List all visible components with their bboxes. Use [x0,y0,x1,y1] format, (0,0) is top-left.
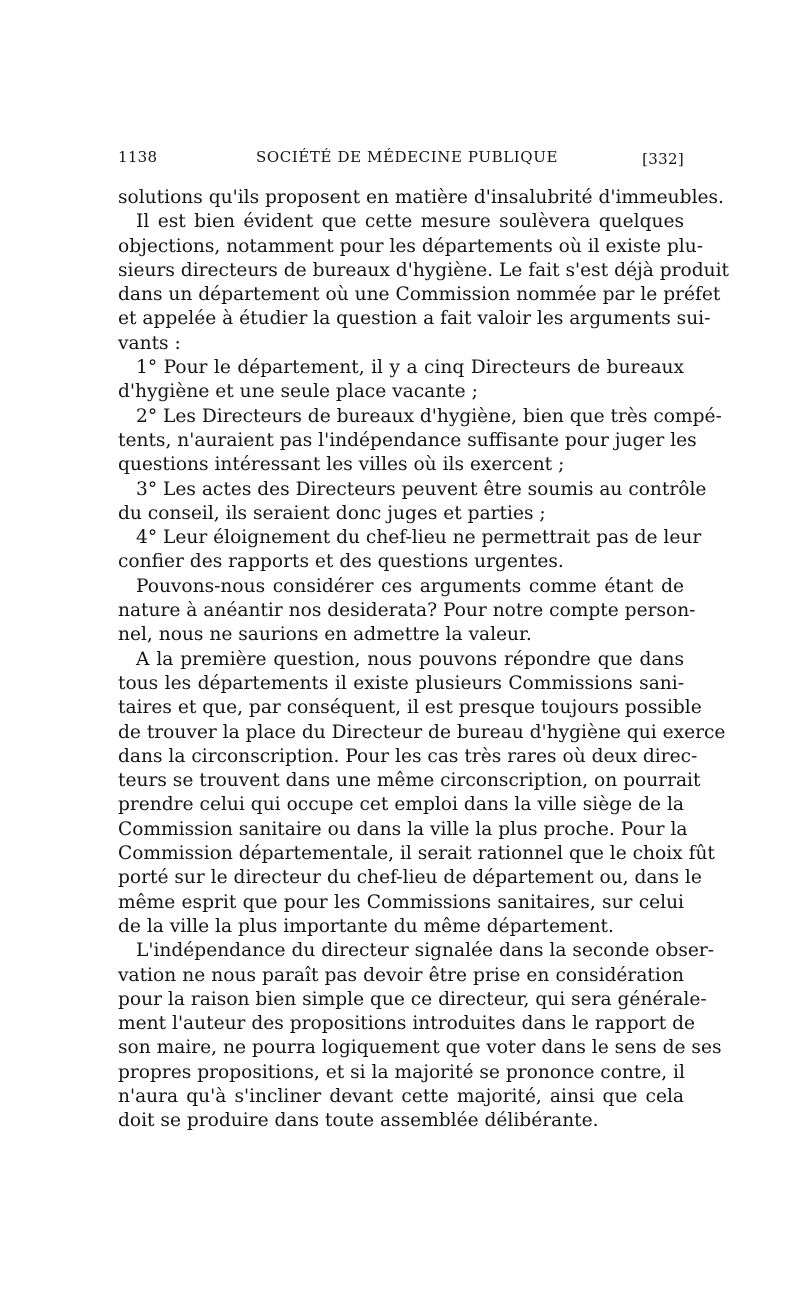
text-line: A la première question, nous pouvons répondre que dans [136,648,684,670]
text-line: son maire, ne pourra logiquement que voter dans le sens de ses [118,1037,722,1059]
text-line: même esprit que pour les Commissions sanitaires, sur celui [118,891,684,913]
text-line: 1° Pour le département, il y a cinq Directeurs de bureaux [136,357,684,379]
text-line: vants : [118,332,181,354]
text-line: ment l'auteur des propositions introduites dans le rapport de [118,1013,695,1035]
text-line: d'hygiène et une seule place vacante ; [118,381,478,403]
text-line: objections, notamment pour les départements où il existe plu- [118,235,704,257]
text-line: porté sur le directeur du chef-lieu de département ou, dans le [118,867,702,889]
bracketed-reference: [332] [642,150,684,168]
text-line: et appelée à étudier la question a fait valoir les arguments sui- [118,308,711,330]
text-line: nature à anéantir nos desiderata? Pour notre compte person- [118,600,696,622]
text-line: Commission sanitaire ou dans la ville la plus proche. Pour la [118,818,688,840]
text-line: sieurs directeurs de bureaux d'hygiène. Le fait s'est déjà produit [118,259,730,281]
text-line: n'aura qu'à s'incliner devant cette majorité, ainsi que cela [118,1085,684,1107]
text-line: de la ville la plus importante du même département. [118,915,614,937]
text-line: de trouver la place du Directeur de bureau d'hygiène qui exerce [118,721,726,743]
text-line: propres propositions, et si la majorité se prononce contre, il [118,1061,685,1083]
text-line: tents, n'auraient pas l'indépendance suffisante pour juger les [118,429,697,451]
page-number: 1138 [118,148,158,166]
text-line: pour la raison bien simple que ce directeur, qui sera générale- [118,988,707,1010]
text-line: 3° Les actes des Directeurs peuvent être soumis au contrôle [136,478,707,500]
text-line: dans un département où une Commission nommée par le préfet [118,284,721,306]
text-line: Il est bien évident que cette mesure soulèvera quelques [136,211,684,233]
text-line: 2° Les Directeurs de bureaux d'hygiène, bien que très compé- [136,405,722,427]
text-line: tous les départements il existe plusieurs Commissions sani- [118,672,684,694]
text-line: prendre celui qui occupe cet emploi dans la ville siège de la [118,794,684,816]
text-line: Commission départementale, il serait rationnel que le choix fût [118,843,715,865]
body-text [118,186,730,1134]
text-line: 4° Leur éloignement du chef-lieu ne permettrait pas de leur [136,527,702,549]
text-line: teurs se trouvent dans une même circonscription, on pourrait [118,770,701,792]
text-line: du conseil, ils seraient donc juges et parties ; [118,502,546,524]
text-line: vation ne nous paraît pas devoir être prise en considération [118,964,684,986]
text-line: doit se produire dans toute assemblée délibérante. [118,1110,599,1132]
text-line: confier des rapports et des questions urgentes. [118,551,564,573]
text-line: L'indépendance du directeur signalée dans la seconde obser- [136,940,715,962]
text-line: solutions qu'ils proposent en matière d'insalubrité d'immeubles. [118,187,724,208]
text-line: nel, nous ne saurions en admettre la valeur. [118,624,532,646]
text-line: Pouvons-nous considérer ces arguments comme étant de [136,575,684,597]
text-line: taires et que, par conséquent, il est presque toujours possible [118,697,702,719]
running-header [118,148,684,172]
text-line: questions intéressant les villes où ils exercent ; [118,454,565,476]
running-title: SOCIÉTÉ DE MÉDECINE PUBLIQUE [256,148,558,166]
text-line: dans la circonscription. Pour les cas très rares où deux direc- [118,745,698,767]
